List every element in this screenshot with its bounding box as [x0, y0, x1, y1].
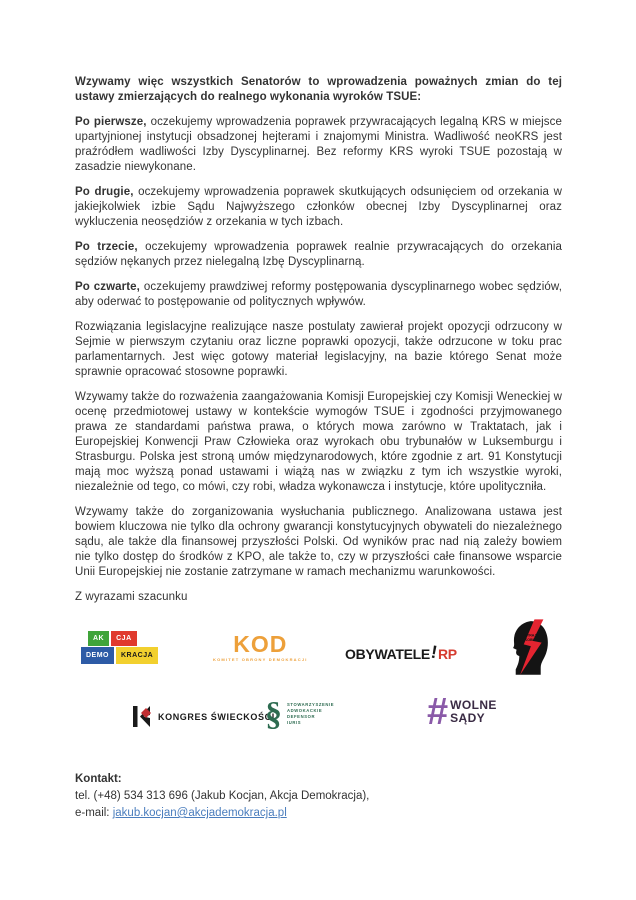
logo-obywatele-rp [345, 642, 457, 665]
logo-akcja-demokracja [81, 631, 160, 664]
logo-kod [213, 633, 308, 662]
logo-defensor-iuris [265, 698, 334, 732]
woman-profile-lightning-icon [505, 615, 555, 681]
wolne-line: WOLNE [450, 698, 497, 712]
signatory-logos [75, 615, 562, 767]
defensor-line: IURIS [287, 720, 302, 725]
defensor-line: DEFENSOR [287, 714, 316, 719]
paragraph-commissions [75, 390, 562, 495]
akcja-demokracja-bottom-row [81, 647, 160, 664]
paragraph-text: oczekujemy wprowadzenia poprawek realnie przywracających do orzekania sędziów nękanych przez nielegalną Izbę Dyscyplinarną. [75, 241, 563, 268]
intro-paragraph: Wzywamy więc wszystkich Senatorów to wprowadzenia poważnych zmian do tej ustawy zmierzających do realnego wykonania wyroków TSUE: [75, 76, 562, 103]
paragraph-po-drugie [75, 185, 562, 230]
logo-kongres-swieckosci [133, 706, 275, 727]
contact-email-line [75, 805, 562, 822]
akcja-demokracja-top-row [88, 631, 160, 646]
paragraph-lead: Po czwarte, [75, 281, 140, 293]
paragraph-lead: Po drugie, [75, 186, 134, 198]
defensor-iuris-text [287, 698, 334, 726]
contact-phone: tel. (+48) 534 313 696 (Jakub Kocjan, Akcja Demokracja), [75, 790, 370, 802]
exclamation-mark-icon: ! [429, 641, 439, 663]
paragraph-text: Wzywamy także do rozważenia zaangażowania Komisji Europejskiej czy Komisji Weneckiej w ocenę przedmiotowej ustawy w kontekście wymogów TSUE i zgodności przyjmowanego prawa ze standardami państwa prawa, o których mowa zarówno w Traktatach, jak i Europejskiej Konwencji Praw Człowieka oraz wyrokach obu trybunałów w Luksemburgu i Strasburgu. Polska jest stroną umów międzynarodowych, które zgodnie z art. 91 Konstytucji mają moc wyższą ponad ustawami i wiążą nas w związku z tym ich wszystkie wyroki, niezależnie od tego, co mówi, czy robi, władza wykonawcza i instytucje, które upolityczniła. [75, 391, 562, 493]
paragraph-lead: Po trzecie, [75, 241, 138, 253]
paragraph-text: Wzywamy także do zorganizowania wysłuchania publicznego. Analizowana ustawa jest bowiem kluczowa nie tylko dla ochrony gwarancji konstytucyjnych obywateli do niezależnego sądu, ale także dla finansowej przyszłości Polski. Od wyników prac nad nią zależy bowiem nie tylko dostęp do środków z KPO, ale także to, czy w przyszłości całe finansowe wsparcie Unii Europejskiej nie zostanie zatrzymane w ramach mechanizmu warunkowości. [75, 506, 562, 578]
ad-block-ak: AK [88, 631, 109, 646]
paragraph-po-czwarte [75, 280, 562, 310]
defensor-line: ADWOKACKIE [287, 708, 323, 713]
contact-heading: Kontakt: [75, 773, 122, 785]
paragraph-public-hearing [75, 505, 562, 580]
paragraph-symbol-icon: § [265, 696, 282, 733]
email-link[interactable]: jakub.kocjan@akcjademokracja.pl [112, 807, 287, 819]
paragraph-text: Rozwiązania legislacyjne realizujące nasze postulaty zawierał projekt opozycji odrzucony w Sejmie w pierwszym czytaniu oraz liczne poprawki opozycji, także odrzucone w toku prac parlamentarnych. Jest więc gotowy materiał legislacyjny, na bazie którego Senat może sprawnie opracować stosowne poprawki. [75, 321, 562, 378]
kongres-swieckosci-label: KONGRES ŚWIECKOŚCI [158, 711, 275, 722]
letter-body [75, 75, 562, 605]
logo-strajk-kobiet [505, 615, 555, 686]
paragraph-po-pierwsze [75, 115, 562, 175]
kobiet-text: KOBIET [524, 637, 539, 642]
obywatele-text: OBYWATELE [345, 645, 430, 662]
wolne-sady-text [450, 699, 497, 725]
paragraph-text: oczekujemy wprowadzenia poprawek przywracających legalną KRS w miejsce upartyjnionej instytucji obsadzonej hejterami i znajomymi Ministra. Wadliwość neoKRS jest praźródłem wadliwości Izby Dyscyplinarnej. Bez reformy KRS wyroki TSUE pozostają w zasadzie niewykonane. [75, 116, 562, 173]
paragraph-po-trzecie [75, 240, 562, 270]
kongres-swieckosci-k-icon [133, 706, 152, 727]
ad-block-cja: CJA [111, 631, 137, 646]
paragraph-lead: Po pierwsze, [75, 116, 147, 128]
rp-text: RP [437, 645, 457, 662]
strajk-text: STRAJK [524, 633, 539, 638]
contact-section [75, 771, 562, 822]
sady-line: SĄDY [450, 711, 486, 725]
email-label: e-mail: [75, 807, 110, 819]
logo-wolne-sady [427, 691, 497, 733]
defensor-line: STOWARZYSZENIE [287, 702, 335, 707]
kod-wordmark: KOD [233, 631, 288, 657]
kod-subtitle: KOMITET OBRONY DEMOKRACJI [213, 657, 308, 662]
closing-salutation: Z wyrazami szacunku [75, 591, 188, 603]
hashtag-icon: # [427, 691, 449, 733]
ad-block-kracja: KRACJA [116, 647, 158, 664]
paragraph-text: oczekujemy wprowadzenia poprawek skutkujących odsunięciem od orzekania w jakiejkolwiek izbie Sądu Najwyższego członków obecnej Izby Dyscyplinarnej oraz wykluczenia neosędziów z orzekania w tych izbach. [75, 186, 562, 228]
paragraph-text: oczekujemy prawdziwej reformy postępowania dyscyplinarnego wobec sędziów, aby oderwać to postępowanie od politycznych wpływów. [75, 281, 562, 308]
paragraph-legislative [75, 320, 562, 380]
ad-block-demo: DEMO [81, 647, 114, 664]
